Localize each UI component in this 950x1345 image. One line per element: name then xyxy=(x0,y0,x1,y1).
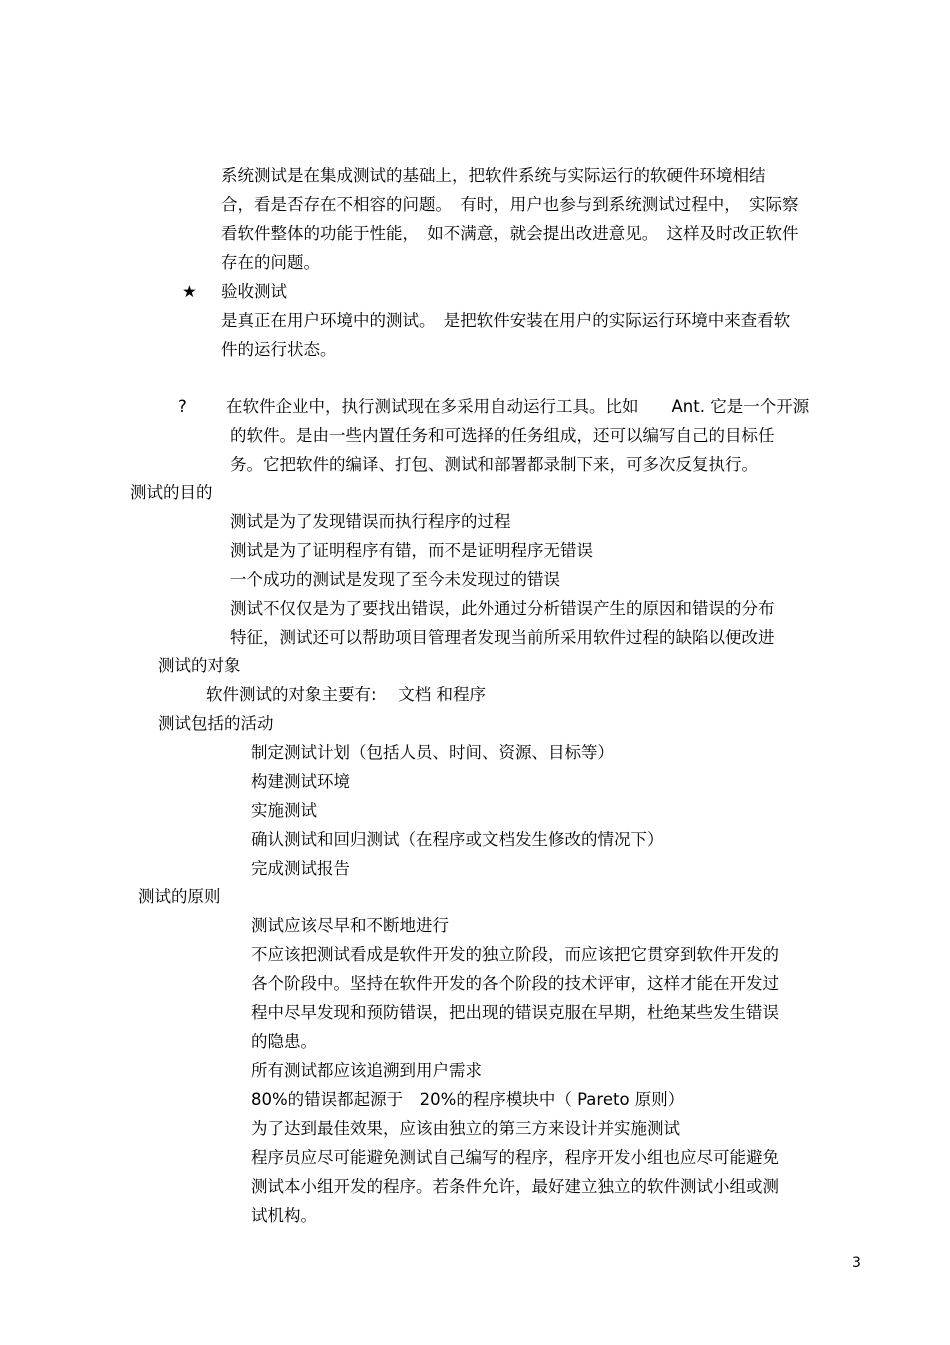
paragraph-line: 的软件。是由一些内置任务和可选择的任务组成，还可以编写自己的目标任 xyxy=(230,426,775,445)
paragraph-line: 试机构。 xyxy=(251,1206,317,1225)
list-item: 为了达到最佳效果，应该由独立的第三方来设计并实施测试 xyxy=(251,1119,680,1138)
list-item: 测试是为了发现错误而执行程序的过程 xyxy=(230,512,511,531)
section-heading: 测试的对象 xyxy=(158,656,241,675)
paragraph-line: 看软件整体的功能于性能， 如不满意，就会提出改进意见。 这样及时改正软件 xyxy=(221,224,799,243)
section-heading: 测试的原则 xyxy=(138,887,221,906)
paragraph-line: 程中尽早发现和预防错误，把出现的错误克服在早期，杜绝某些发生错误 xyxy=(251,1003,779,1022)
paragraph-line: 件的运行状态。 xyxy=(221,340,337,359)
paragraph-line: 在软件企业中，执行测试现在多采用自动运行工具。比如 Ant. 它是一个开源 xyxy=(226,397,810,416)
list-item: 所有测试都应该追溯到用户需求 xyxy=(251,1061,482,1080)
list-item: 特征，测试还可以帮助项目管理者发现当前所采用软件过程的缺陷以便改进 xyxy=(230,628,775,647)
list-item: 测试是为了证明程序有错，而不是证明程序无错误 xyxy=(230,541,593,560)
paragraph-line: 是真正在用户环境中的测试。 是把软件安装在用户的实际运行环境中来查看软 xyxy=(221,311,791,330)
paragraph-line: 务。它把软件的编译、打包、测试和部署都录制下来，可多次反复执行。 xyxy=(230,455,758,474)
page-number: 3 xyxy=(852,1255,861,1271)
section-heading: 测试包括的活动 xyxy=(158,714,274,733)
list-item: 测试应该尽早和不断地进行 xyxy=(251,916,449,935)
section-heading: 测试的目的 xyxy=(130,483,213,502)
paragraph-line: 的隐患。 xyxy=(251,1032,317,1051)
star-bullet-icon: ★ xyxy=(182,282,197,301)
paragraph-line: 各个阶段中。坚持在软件开发的各个阶段的技术评审，这样才能在开发过 xyxy=(251,974,779,993)
list-item: 构建测试环境 xyxy=(251,772,350,791)
list-item: 制定测试计划（包括人员、时间、资源、目标等） xyxy=(251,743,614,762)
list-item: 完成测试报告 xyxy=(251,859,350,878)
paragraph-line: 存在的问题。 xyxy=(221,253,320,272)
paragraph-line: 程序员应尽可能避免测试自己编写的程序，程序开发小组也应尽可能避免 xyxy=(251,1148,779,1167)
list-item: 一个成功的测试是发现了至今未发现过的错误 xyxy=(230,570,560,589)
section-heading: 验收测试 xyxy=(221,282,287,301)
question-bullet: ? xyxy=(178,397,187,416)
list-item: 软件测试的对象主要有: 文档 和程序 xyxy=(206,685,487,704)
list-item: 确认测试和回归测试（在程序或文档发生修改的情况下） xyxy=(251,830,664,849)
paragraph-line: 合，看是否存在不相容的问题。 有时，用户也参与到系统测试过程中， 实际察 xyxy=(221,195,799,214)
list-item: 实施测试 xyxy=(251,801,317,820)
list-item: 测试不仅仅是为了要找出错误，此外通过分析错误产生的原因和错误的分布 xyxy=(230,599,775,618)
paragraph-line: 系统测试是在集成测试的基础上，把软件系统与实际运行的软硬件环境相结 xyxy=(221,166,766,185)
list-item: 80%的错误都起源于 20%的程序模块中（ Pareto 原则） xyxy=(251,1090,685,1109)
paragraph-line: 测试本小组开发的程序。若条件允许，最好建立独立的软件测试小组或测 xyxy=(251,1177,779,1196)
paragraph-line: 不应该把测试看成是软件开发的独立阶段，而应该把它贯穿到软件开发的 xyxy=(251,945,779,964)
